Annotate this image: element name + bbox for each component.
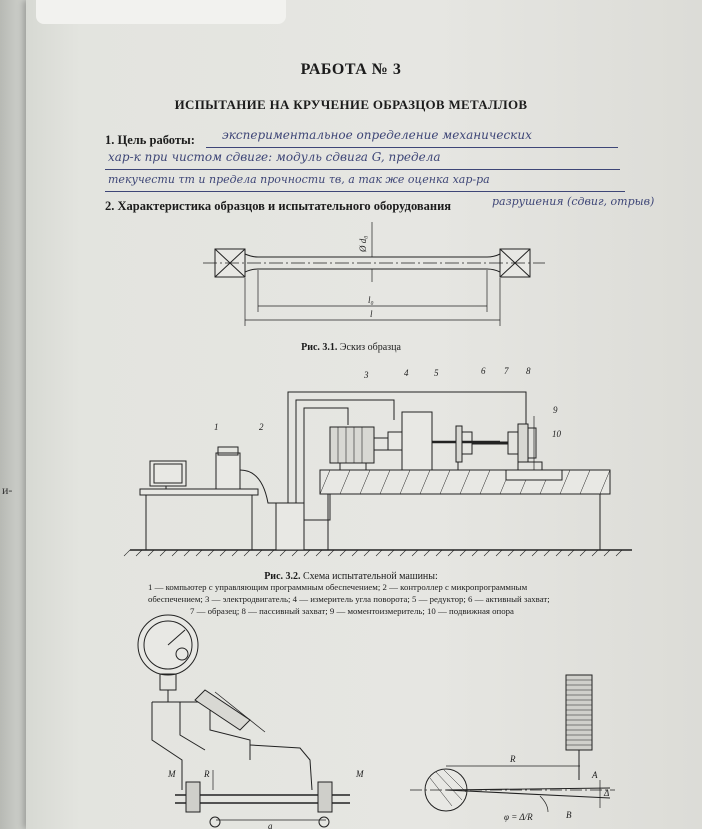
label-6: 6: [481, 366, 486, 376]
handwritten-line-2: хар-к при чистом сдвиге: модуль сдвига G, предела: [108, 150, 441, 164]
left-page-fragment: и-: [2, 483, 13, 497]
handwritten-line-3: текучести τт и предела прочности τв, а так же оценка хар-ра: [108, 173, 490, 186]
handwritten-line-4: разрушения (сдвиг, отрыв): [492, 195, 655, 208]
delta-label: Δ: [604, 788, 610, 798]
l-label: l: [370, 309, 373, 319]
label-9: 9: [553, 405, 558, 415]
label-3: 3: [364, 370, 369, 380]
a-label: a: [268, 821, 273, 829]
a-point-label: A: [592, 770, 598, 780]
legend-line-2: обеспечением; 3 — электродвигатель; 4 — измеритель угла поворота; 5 — редуктор; 6 — активный захват;: [148, 594, 550, 604]
label-1: 1: [214, 422, 219, 432]
phi-formula: φ = Δ/R: [504, 812, 533, 822]
b-point-label: B: [566, 810, 572, 820]
m-right-label: M: [356, 769, 364, 779]
handwritten-line-1: экспериментальное определение механических: [222, 128, 532, 142]
twist-angle-scheme: [410, 675, 615, 812]
r-label: R: [204, 769, 210, 779]
specimen-sketch: [203, 222, 545, 326]
work-title: РАБОТА № 3: [300, 61, 402, 78]
torsiometer-sketch: [138, 615, 350, 827]
l0-label: l₀: [368, 295, 374, 305]
section2-label: 2. Характеристика образцов и испытательного оборудования: [105, 199, 452, 213]
d0-label: Ø d₀: [358, 235, 368, 252]
work-subtitle: ИСПЫТАНИЕ НА КРУЧЕНИЕ ОБРАЗЦОВ МЕТАЛЛОВ: [174, 97, 528, 112]
figure-3-2-caption: Рис. 3.2. Схема испытательной машины:: [264, 571, 438, 582]
label-5: 5: [434, 368, 439, 378]
label-7: 7: [504, 366, 509, 376]
label-2: 2: [259, 422, 264, 432]
section1-label: 1. Цель работы:: [105, 133, 195, 147]
label-8: 8: [526, 366, 531, 376]
label-4: 4: [404, 368, 409, 378]
m-left-label: M: [168, 769, 176, 779]
figure-3-1-caption: Рис. 3.1. Эскиз образца: [301, 342, 401, 353]
testing-machine-scheme: [124, 392, 632, 556]
legend-line-1: 1 — компьютер с управляющим программным обеспечением; 2 — контроллер с микропрограммным: [148, 582, 528, 592]
label-10: 10: [552, 429, 561, 439]
legend-line-3: 7 — образец; 8 — пассивный захват; 9 — моментоизмеритель; 10 — подвижная опора: [190, 606, 514, 616]
r2-label: R: [510, 754, 516, 764]
